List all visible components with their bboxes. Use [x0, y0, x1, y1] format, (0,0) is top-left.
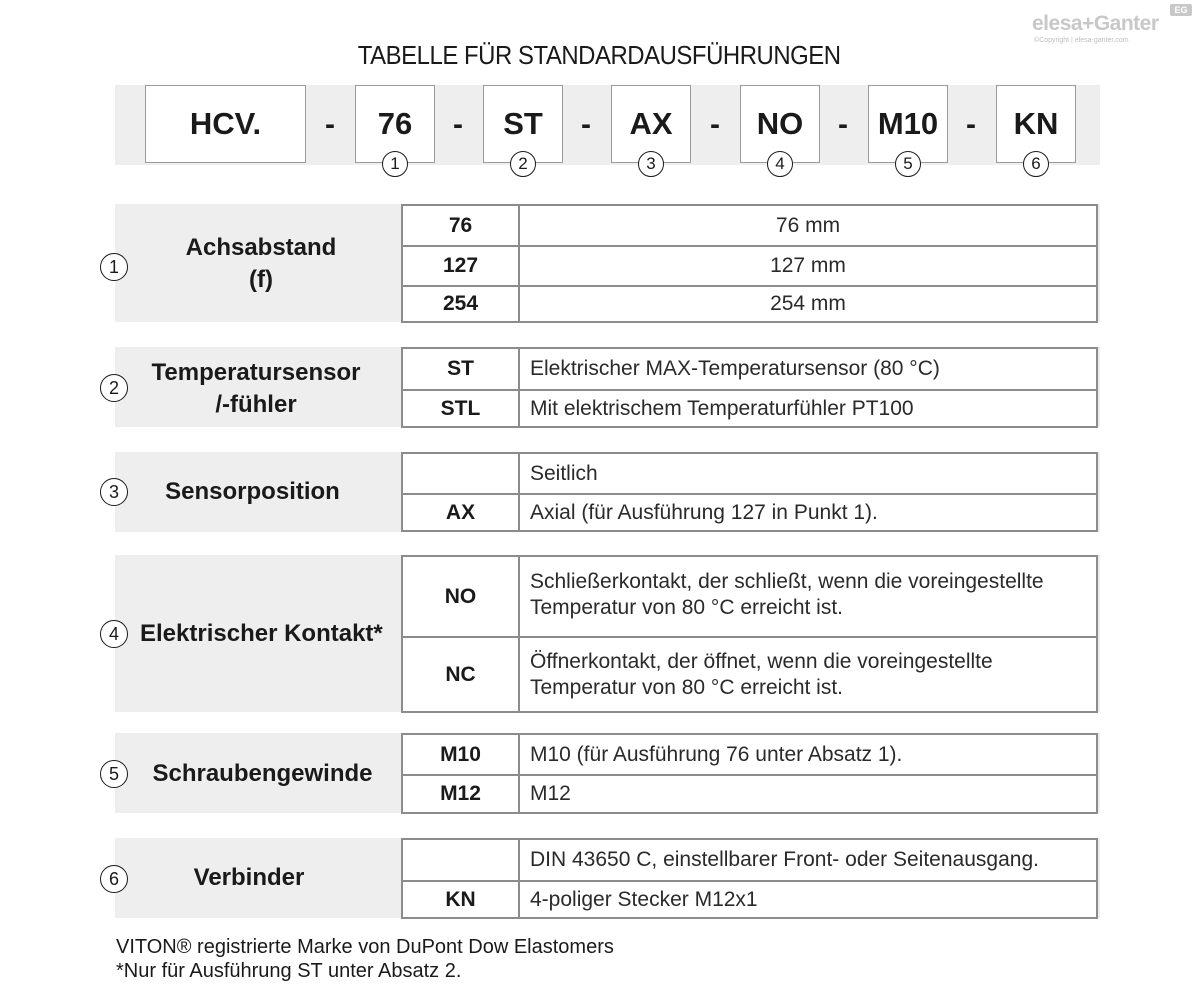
table-row — [403, 636, 1096, 711]
code-part-4: NO — [740, 85, 820, 163]
section-label — [140, 618, 392, 650]
option-description: 254 mm — [770, 292, 846, 315]
code-number-1: 1 — [382, 151, 408, 177]
code-separator: - — [966, 108, 976, 141]
logo-text: elesa+Ganter — [1032, 12, 1159, 35]
code-part-3: AX — [611, 85, 691, 163]
table-row — [403, 245, 1096, 285]
code-number-5: 5 — [895, 151, 921, 177]
table-row — [403, 774, 1096, 812]
option-code: M10 — [403, 735, 520, 774]
footnote-viton: VITON® registrierte Marke von DuPont Dow Elastomers — [116, 936, 614, 958]
code-number-2: 2 — [510, 151, 536, 177]
footnote-st-only: *Nur für Ausführung ST unter Absatz 2. — [116, 960, 462, 982]
section-label-line: Temperatursensor — [151, 359, 361, 386]
table-row — [403, 285, 1096, 321]
description-line: Temperatur von 80 °C erreicht ist. — [530, 596, 844, 619]
table-row — [403, 557, 1096, 636]
section-label — [135, 476, 370, 508]
option-code: NO — [403, 557, 520, 636]
description-line: Schließerkontakt, der schließt, wenn die voreingestellte — [530, 570, 1044, 593]
code-separator: - — [453, 108, 463, 141]
table-row — [403, 454, 1096, 493]
page-title: TABELLE FÜR STANDARDAUSFÜHRUNGEN — [357, 40, 841, 70]
section-number: 3 — [100, 478, 128, 506]
table-row — [403, 206, 1096, 245]
section-label-line: Sensorposition — [165, 478, 340, 505]
option-description: Seitlich — [530, 461, 598, 485]
option-code: M12 — [403, 776, 520, 812]
option-code — [403, 454, 520, 493]
option-code: STL — [403, 391, 520, 426]
option-code: KN — [403, 882, 520, 917]
options-table — [401, 452, 1098, 532]
option-code: AX — [403, 495, 520, 530]
section-label-line: Elektrischer Kontakt* — [140, 620, 383, 647]
section-number: 6 — [100, 865, 128, 893]
table-row — [403, 880, 1096, 917]
description-line: Temperatur von 80 °C erreicht ist. — [530, 676, 844, 699]
option-description: Elektrischer MAX-Temperatursensor (80 °C) — [530, 357, 940, 380]
table-row — [403, 493, 1096, 530]
section-number: 4 — [100, 620, 128, 648]
option-description: Axial (für Ausführung 127 in Punkt 1). — [530, 500, 878, 524]
logo-badge: EG — [1170, 4, 1192, 16]
option-description: Mit elektrischem Temperaturfühler PT100 — [530, 396, 914, 420]
description-line: Öffnerkontakt, der öffnet, wenn die voreingestellte — [530, 650, 993, 673]
table-row — [403, 389, 1096, 426]
code-part-1: 76 — [355, 85, 435, 163]
table-row — [403, 735, 1096, 774]
option-description: 4-poliger Stecker M12x1 — [530, 887, 758, 911]
options-table — [401, 204, 1098, 323]
option-description — [520, 557, 1096, 636]
option-code: NC — [403, 638, 520, 711]
section-number: 2 — [100, 374, 128, 402]
section-label — [140, 232, 382, 296]
code-separator: - — [581, 108, 591, 141]
code-part-6: KN — [996, 85, 1076, 163]
section-label-line: (f) — [249, 266, 273, 293]
option-description: 76 mm — [775, 213, 841, 237]
section-number: 5 — [100, 760, 128, 788]
options-table — [401, 733, 1098, 814]
options-table — [401, 555, 1098, 713]
section-label — [135, 862, 363, 894]
code-part-5: M10 — [868, 85, 948, 163]
option-description: M10 (für Ausführung 76 unter Absatz 1). — [530, 742, 903, 766]
code-separator: - — [710, 108, 720, 141]
option-description: DIN 43650 C, einstellbarer Front- oder Seitenausgang. — [530, 848, 1039, 871]
section-label — [140, 758, 385, 790]
option-description: M12 — [530, 782, 571, 805]
section-label-line: Schraubengewinde — [152, 760, 373, 787]
table-row — [403, 840, 1096, 880]
code-number-6: 6 — [1023, 151, 1049, 177]
option-code — [403, 840, 520, 880]
logo-copyright: ©Copyright | elesa-ganter.com — [1034, 37, 1129, 44]
section-number: 1 — [100, 253, 128, 281]
option-description: 127 mm — [770, 254, 846, 277]
section-label-line: /-fühler — [215, 391, 297, 418]
code-part-2: ST — [483, 85, 563, 163]
section-label-line: Achsabstand — [185, 234, 337, 261]
table-row — [403, 349, 1096, 389]
code-separator: - — [325, 108, 335, 141]
code-number-4: 4 — [767, 151, 793, 177]
section-label — [135, 357, 377, 421]
options-table — [401, 838, 1098, 919]
options-table — [401, 347, 1098, 428]
code-number-3: 3 — [638, 151, 664, 177]
section-label-line: Verbinder — [193, 864, 305, 891]
code-separator: - — [838, 108, 848, 141]
option-code: ST — [403, 349, 520, 389]
option-code: 76 — [403, 206, 520, 245]
option-code: 127 — [403, 247, 520, 285]
option-code: 254 — [403, 287, 520, 321]
option-description — [520, 638, 1096, 711]
code-part-prefix: HCV. — [145, 85, 306, 163]
